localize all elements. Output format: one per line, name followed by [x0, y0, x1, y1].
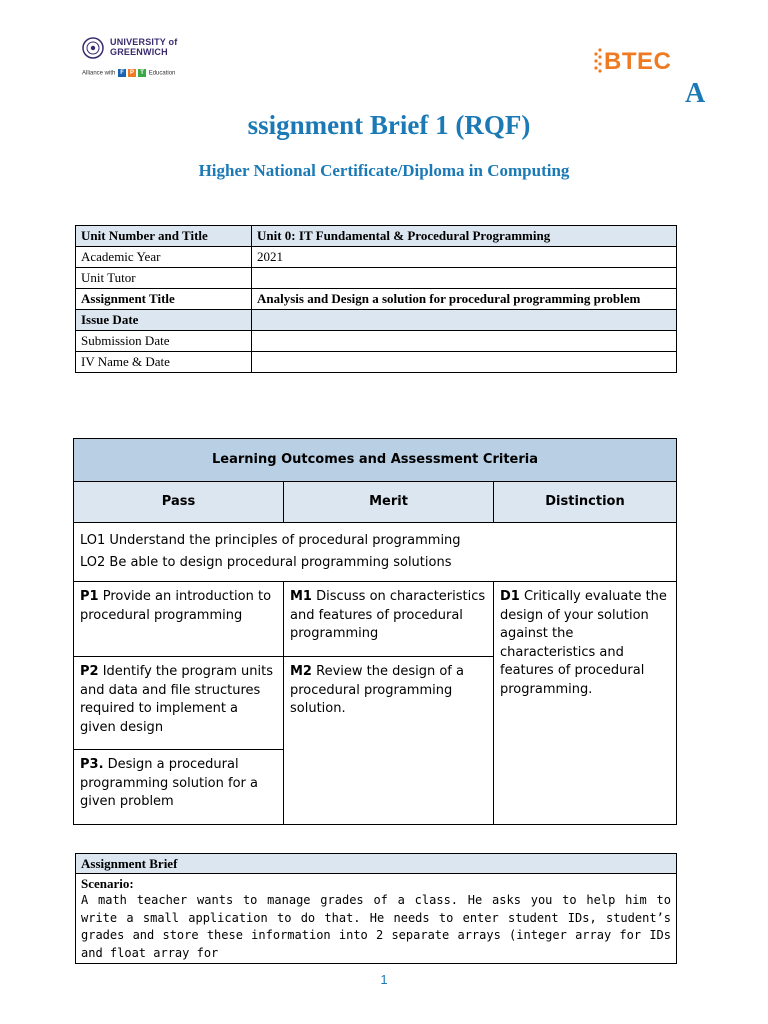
criterion-text: Identify the program units and data and file structures required to implement a given design	[80, 664, 273, 735]
learning-outcome-2: LO2 Be able to design procedural programming solutions	[80, 554, 452, 570]
page-number: 1	[380, 972, 388, 987]
criterion-code: M2	[290, 664, 312, 679]
table-row	[74, 439, 677, 482]
assignment-brief-table	[75, 853, 677, 964]
learning-outcomes-table	[73, 438, 677, 825]
table-row	[74, 523, 677, 582]
criterion-code: P1	[80, 589, 99, 604]
info-label: Submission Date	[76, 331, 252, 352]
brief-heading: Assignment Brief	[76, 854, 677, 874]
university-crest-icon	[82, 37, 104, 59]
criterion-d1	[494, 582, 677, 825]
table-row	[76, 331, 677, 352]
page-subtitle: Higher National Certificate/Diploma in Computing	[198, 161, 570, 180]
info-value: Analysis and Design a solution for procedural programming problem	[252, 289, 677, 310]
table-row	[76, 289, 677, 310]
criterion-text: Review the design of a procedural programming solution.	[290, 664, 464, 716]
criterion-code: D1	[500, 589, 520, 604]
brief-body	[76, 874, 677, 964]
table-row	[76, 226, 677, 247]
criterion-text: Discuss on characteristics and features of procedural programming	[290, 589, 486, 641]
info-value	[252, 352, 677, 373]
scenario-label: Scenario:	[81, 876, 134, 891]
criterion-text: Design a procedural programming solution for a given problem	[80, 757, 258, 809]
criterion-code: P2	[80, 664, 99, 679]
table-row	[76, 247, 677, 268]
fpt-letter-t: T	[138, 69, 146, 77]
table-row	[76, 854, 677, 874]
unit-info-table	[75, 225, 677, 373]
info-label: Unit Number and Title	[76, 226, 252, 247]
fpt-letter-f: F	[118, 69, 126, 77]
university-logo	[82, 36, 232, 86]
table-row	[76, 268, 677, 289]
info-label: Unit Tutor	[76, 268, 252, 289]
info-value	[252, 331, 677, 352]
info-value	[252, 268, 677, 289]
title-initial: A	[685, 78, 706, 109]
info-label: Academic Year	[76, 247, 252, 268]
alliance-prefix: Alliance with	[82, 70, 116, 77]
alliance-line	[82, 69, 175, 77]
criterion-m1	[284, 582, 494, 657]
criterion-code: M1	[290, 589, 312, 604]
table-row	[74, 582, 677, 657]
btec-dots-icon	[592, 46, 604, 74]
criterion-p3	[74, 750, 284, 825]
info-label: Assignment Title	[76, 289, 252, 310]
table-row	[76, 310, 677, 331]
btec-wordmark: BTEC	[604, 48, 672, 75]
info-label: Issue Date	[76, 310, 252, 331]
info-label: IV Name & Date	[76, 352, 252, 373]
criterion-text: Provide an introduction to procedural programming	[80, 589, 272, 623]
university-name-line2: GREENWICH	[110, 47, 168, 57]
criterion-p2	[74, 657, 284, 750]
table-row	[76, 352, 677, 373]
column-header-pass: Pass	[74, 482, 284, 523]
column-header-merit: Merit	[284, 482, 494, 523]
criterion-p1	[74, 582, 284, 657]
info-value	[252, 310, 677, 331]
criterion-code: P3.	[80, 757, 104, 772]
table-row	[76, 874, 677, 964]
criterion-m2	[284, 657, 494, 825]
scenario-text: A math teacher wants to manage grades of a class. He asks you to help him to write a small application to do that. He needs to enter student IDs, student’s grades and store these information into 2 separate arrays (integer array for IDs and float array for	[81, 893, 671, 960]
table-row	[74, 482, 677, 523]
university-name-line1: UNIVERSITY of	[110, 37, 178, 47]
learning-outcome-1: LO1 Understand the principles of procedural programming	[80, 533, 461, 548]
alliance-suffix: Education	[148, 70, 176, 77]
column-header-distinction: Distinction	[494, 482, 677, 523]
title-text: ssignment Brief 1 (RQF)	[247, 110, 531, 140]
learning-outcomes-cell	[74, 523, 677, 582]
info-value: 2021	[252, 247, 677, 268]
fpt-letter-p: P	[130, 70, 135, 76]
page-title	[0, 110, 768, 141]
criterion-text: Critically evaluate the design of your solution against the characteristics and features of procedural programming.	[500, 589, 667, 697]
info-value: Unit 0: IT Fundamental & Procedural Programming	[252, 226, 677, 247]
lo-table-heading: Learning Outcomes and Assessment Criteria	[74, 439, 677, 482]
